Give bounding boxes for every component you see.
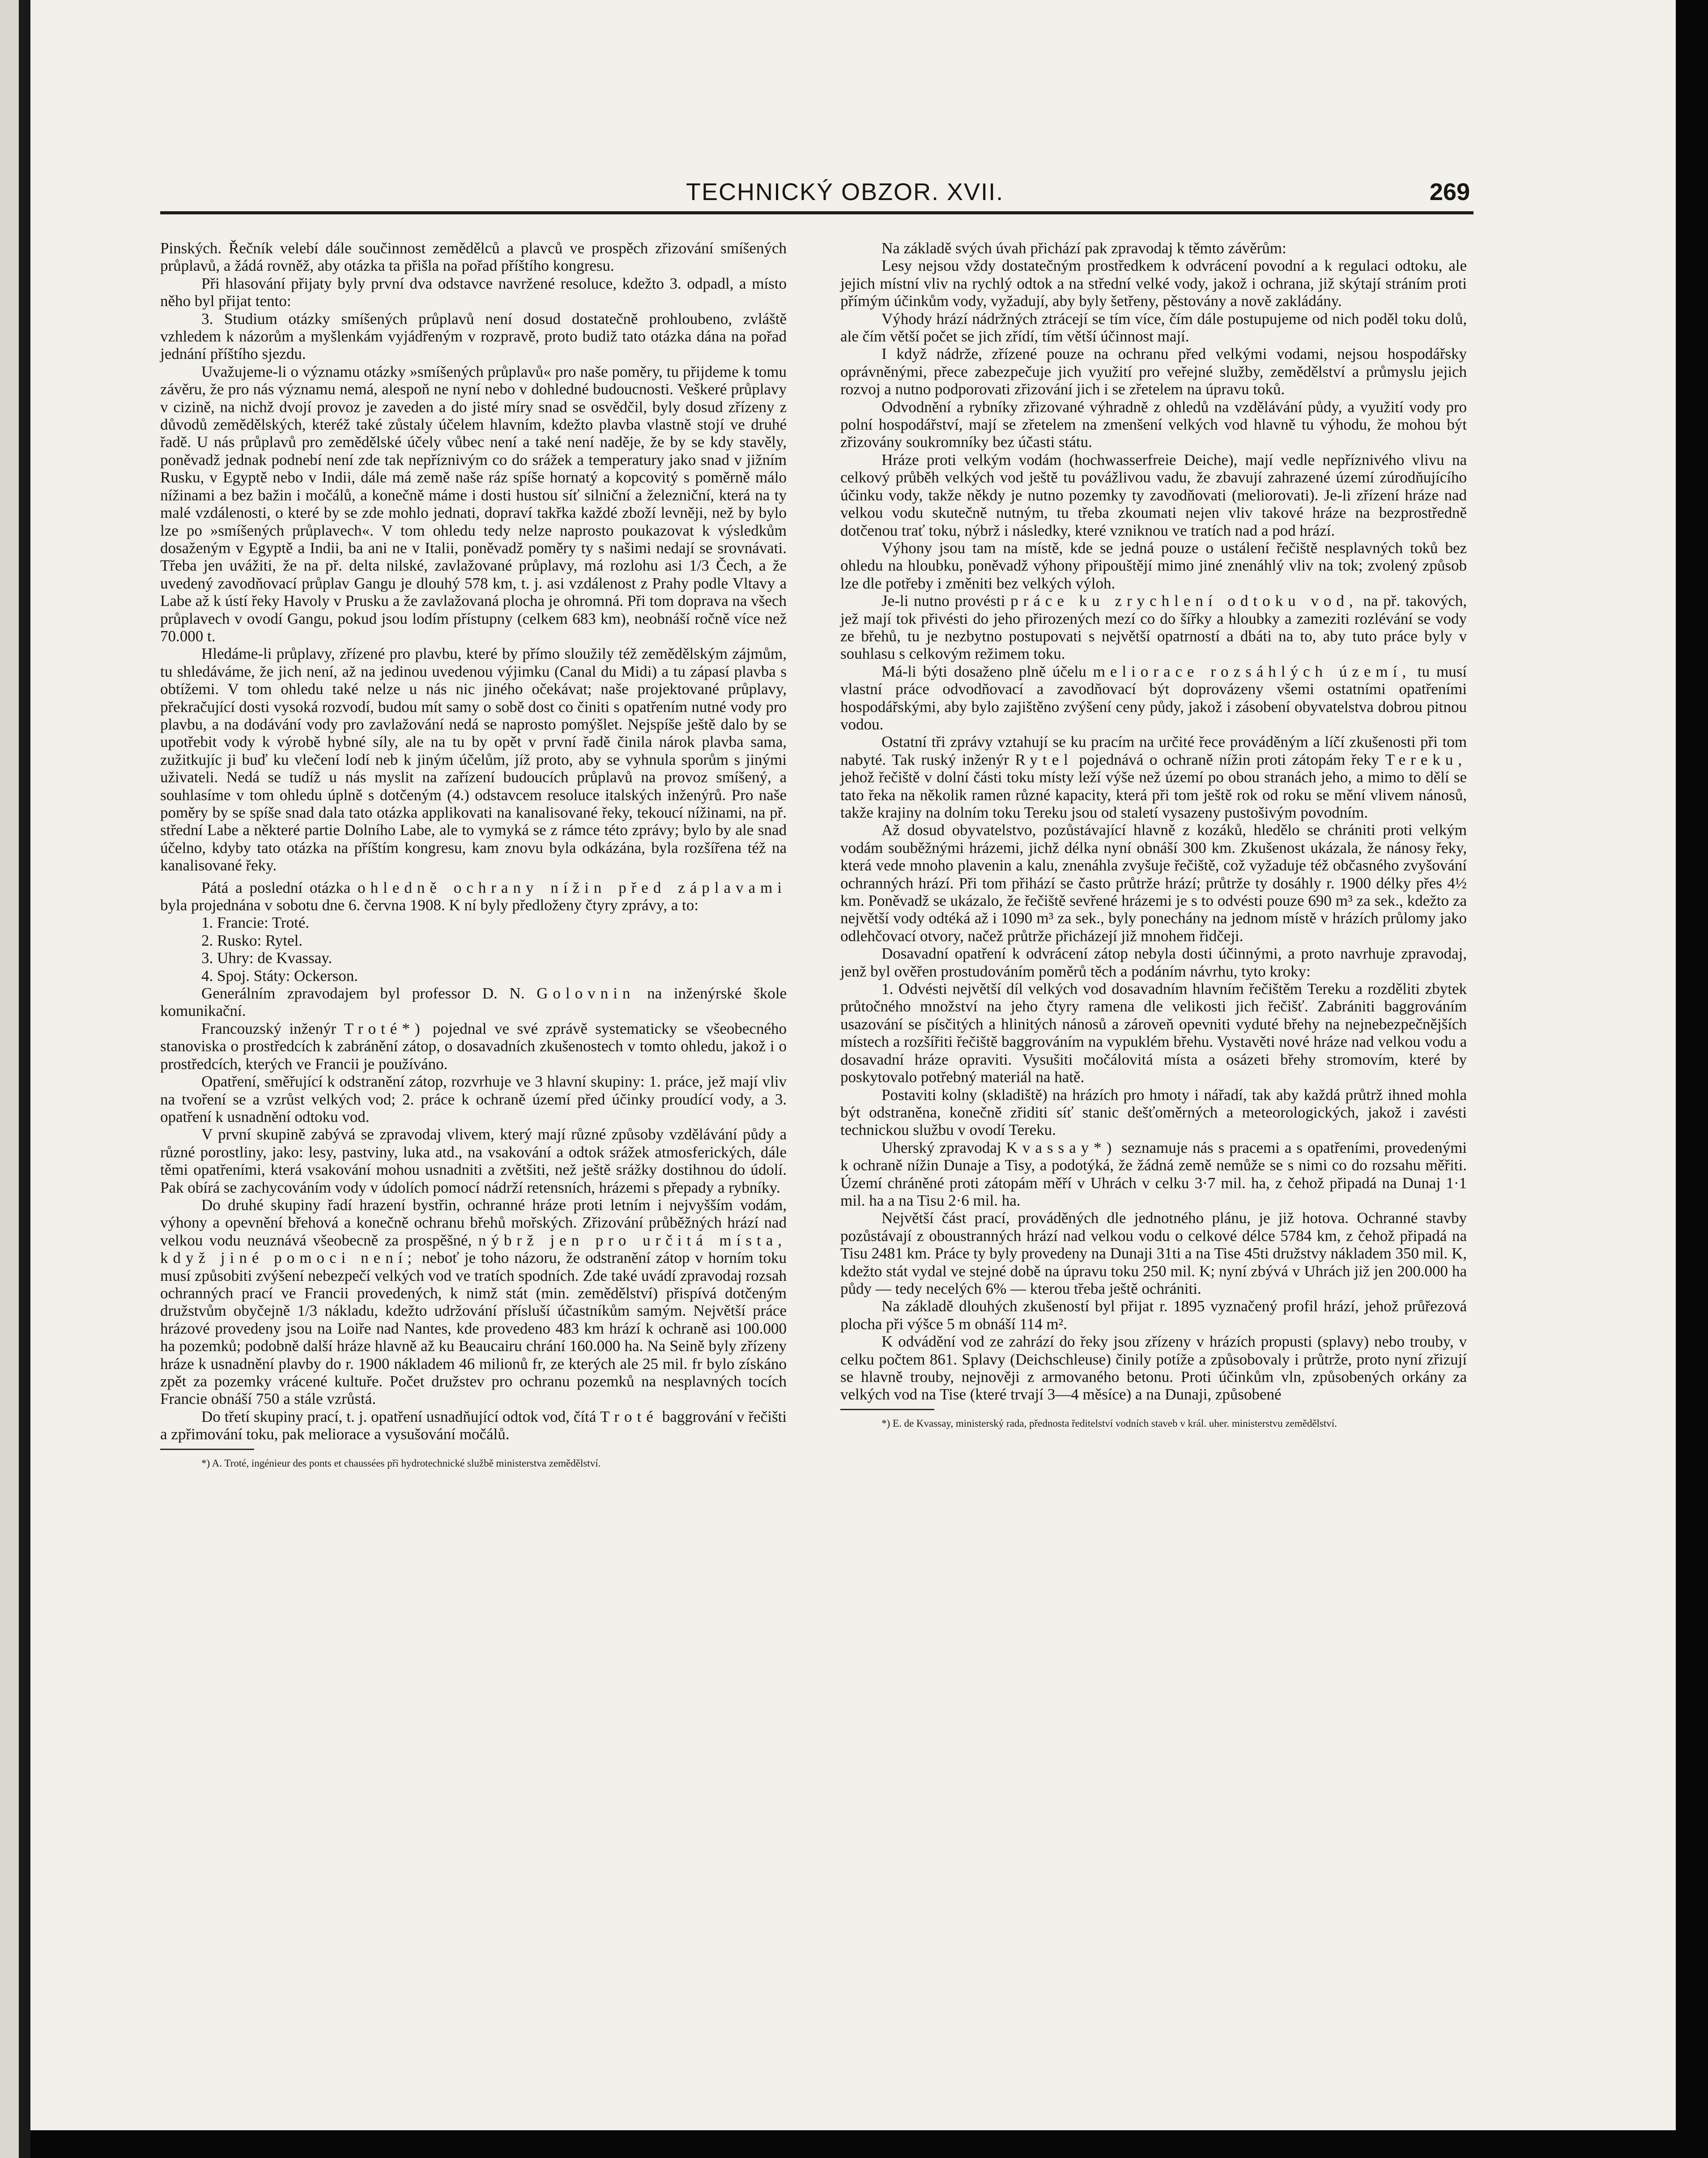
scanned-page xyxy=(30,0,1676,2130)
text-run: pojednal ve své zprávě systematicky se všeobecného stanoviska o prostředcích k zabránění zátop, o dosavadních zkušenostech v tomto ohledu, jakož i o prostředcích, kterých ve Francii je používáno. xyxy=(160,1019,787,1073)
spaced-emphasis: nýbrž jen pro určitá místa, když jiné pomoci není; xyxy=(160,1231,787,1267)
report-list-item: 1. Francie: Troté. xyxy=(201,914,310,932)
text-run: Francouzský inženýr xyxy=(201,1019,336,1037)
paragraph: Až dosud obyvatelstvo, pozůstávající hlavně z kozáků, hledělo se chrániti proti velkým vodám souběžnými hrázemi, jichž délka nyní obnáší 300 km. Zkušenost ukázala, že nánosy řeky, která vede mnoho plavenin a kalu, znenáhla zvyšuje řečiště, což vyžaduje též občasného zvyšování ochranných hrází. Při tom přihází se často průtrže hrází; průtrže ty dosáhly r. 1900 délky přes 4½ km. Poněvadž se ukázalo, že řečiště sevřené hrázemi je s to odvésti pouze 690 m³ za sek., kdežto za největší vody odtéká až i 1090 m³ za sek., byly ponechány na jednom místě v hrázích průlomy jako odlehčovací otvory, načež průtrže přicházejí již mnohem řidčeji. xyxy=(840,821,1467,945)
paragraph-trote xyxy=(160,1020,787,1073)
text-run: Je-li nutno provésti xyxy=(882,592,1005,610)
paragraph: Hledáme-li průplavy, zřízené pro plavbu, které by přímo sloužily též zemědělským zájmům, tu shledáváme, že jich není, až na jedinou uvedenou výjimku (Canal du Midi) a tu zápasí plavba s obtížemi. V tom ohledu také nelze u nás nic jiného očekávat; naše projektované průplavy, překračující dosti vysoká rozvodí, budou mít samy o sobě dost co činiti s opatřením nutné vody pro plavbu, a na dodávání vody pro zavlažování nedá se naprosto pomýšlet. Nejspíše ještě dalo by se upotřebit vody k výrobě hybné síly, ale na tu by opět v první řadě činila nárok plavba sama, zužitkujíc ji buď ku vlečení lodí neb k jiným účelům, jíž proto, aby se vyhnula sporům s jinými uživateli. Nedá se tudíž u nás myslit na zařízení budoucích průplavů na provoz smíšený, a souhlasíme v tom ohledu úplně s dotčeným (4.) odstavcem resoluce italských inženýrů. Pro naše poměry by se spíše snad dala tato otázka applikovati na kanalisované řeky, tekoucí nížinami, na př. střední Labe a některé partie Dolního Labe, ale to vymyká se z rámce této zprávy; bylo by ale snad účelno, kdyby tato otázka na příštím kongresu, kam znovu byla odkázána, byla rozšířena též na kanalisované řeky. xyxy=(160,645,787,874)
paragraph-speed-up-drainage xyxy=(840,592,1467,663)
text-run: Generálním zpravodajem byl professor D. N. xyxy=(201,985,525,1002)
paragraph: K odvádění vod ze zahrází do řeky jsou zřízeny v hrázích propusti (splavy) nebo trouby, v celku počtem 861. Splavy (Deichschleuse) činily potíže a způsobovaly i průtrže, proto nyní zřizují se hlavně trouby, nejnověji z armovaného betonu. Proti účinkům vln, způsobených orkány za velkých vod na Tise (které trvají 3—4 měsíce) a na Dunaji, způsobené xyxy=(840,1333,1467,1403)
paragraph: Na základě svých úvah přichází pak zpravodaj k těmto závěrům: xyxy=(882,239,1286,257)
paragraph: Lesy nejsou vždy dostatečným prostředkem k odvrácení povodní a k regulaci odtoku, ale jejich místní vliv na rychlý odtok a na střední velké vody, jakož i ochrana, již skýtají stráním proti přímým účinkům vody, vyžadují, aby byly šetřeny, pěstovány a nově zakládány. xyxy=(840,257,1467,310)
running-header xyxy=(160,178,1474,214)
paragraph: Na základě dlouhých zkušeností byl přijat r. 1895 vyznačený profil hrází, jehož průřezová plocha při výšce 5 m obnáší 114 m². xyxy=(840,1297,1467,1333)
paragraph-general-rapporteur xyxy=(160,985,787,1020)
spaced-name: Golovnin xyxy=(537,985,635,1002)
paragraph-third-group xyxy=(160,1408,787,1443)
right-column xyxy=(840,239,1467,1430)
paragraph: 1. Odvésti největší díl velkých vod dosavadním hlavním řečištěm Tereku a rozděliti zbytek průtočného množství na jeho čtyry ramena dle velikosti jich řečišť. Zabrániti baggrováním usazování se písčitých a hlinitých nánosů a zároveň opevniti vyduté břehy na nejnebezpečnějších místech a rozšířiti řečiště baggrováním na vypuklém břehu. Vystavěti nové hráze nad velkou vodu a dosavadní hráze opraviti. Vysušiti močálovitá místa a osázeti břehy stromovím, které by poskytovalo potřebný materiál na hatě. xyxy=(840,980,1467,1086)
spaced-name: Troté*) xyxy=(344,1019,425,1037)
left-column xyxy=(160,239,787,1470)
spaced-emphasis: meliorace rozsáhlých území, xyxy=(1093,662,1411,680)
paragraph: V první skupině zabývá se zpravodaj vlivem, který mají různé způsoby vzdělávání půdy a různé porostliny, jako: lesy, pastviny, luka atd., na vsakování a odtok srážek atmosferických, dále těmi opatřeními, která vsakování mohou usnadniti a zvětšiti, než ještě srážky dostihnou do údolí. Pak obírá se zachycováním vody v údolích pomocí nádrží retensních, hrázemi s přepady a rybníky. xyxy=(160,1126,787,1196)
spaced-emphasis: ohledně ochrany nížin před záplavami xyxy=(358,879,787,896)
report-list-item: 4. Spoj. Státy: Ockerson. xyxy=(201,967,358,985)
paragraph: Uvažujeme-li o významu otázky »smíšených průplavů« pro naše poměry, tu přijdeme k tomu závěru, že pro nás významu nemá, alespoň ne nyní nebo v dohledné budoucnosti. Veškeré průplavy v cizině, na nichž dvojí provoz je zaveden a do jisté míry snad se osvědčil, byly dosud zřízeny z důvodů zemědělských, kteréž také zůstaly účelem hlavním, kdežto plavba vlastně stojí ve druhé řadě. U nás průplavů pro zemědělské účely vůbec není a také není naděje, že by se kdy stavěly, poněvadž jednak podnebí není zde tak nepříznivým co do srážek a temperatury jako snad v jižním Rusku, v Egyptě nebo v Indii, dále má země naše ráz spíše hornatý a kopcovitý s poměrně málo nížinami a bez bažin i močálů, a konečně máme i dosti hustou síť silniční a železniční, která na ty malé vzdálenosti, o které by se zde mohlo jednati, dopraví takřka každé zboží levněji, než by bylo lze po »smíšených průplavech«. V tom ohledu tedy nelze naprosto poukazovat k výsledkům dosaženým v Egyptě a Indii, ba ani ne v Italii, poněvadž poměry ty s našimi nedají se srovnávati. Třeba jen uvážiti, že na př. delta nilské, zavlažované průplavy, má rozlohu asi 1/3 Čech, a že uvedený zavodňovací průplav Gangu je dlouhý 578 km, t. j. asi vzdálenost z Prahy podle Vltavy a Labe až k ústí řeky Havoly v Prusku a že zavlažovaná plocha je ohromná. Při tom doprava na všech průplavech v ovodí Gangu, pokud jsou lodím přístupny (celkem 683 km), neobnáší ročně více než 70.000 t. xyxy=(160,363,787,645)
spaced-name: Troté xyxy=(600,1407,658,1425)
text-run: jehož řečiště v dolní části toku místy leží výše než území po obou stranách jeho, a mimo to dělí se tato řeka na několik ramen různé kapacity, která při tom ještě rok od roku se mění vlivem nánosů, takže krajiny na dolním toku Tereku jsou od staletí vysazeny pustošivým povodním. xyxy=(840,768,1467,821)
binding-shadow xyxy=(19,0,30,2158)
paragraph: Největší část prací, prováděných dle jednotného plánu, je již hotova. Ochranné stavby pozůstávají z oboustranných hrází nad velkou vodu o celkové délce 5784 km, z čehož připadá na Tisu 2481 km. Práce ty byly provedeny na Dunaji 31ti a na Tise 45ti družstvy nákladem 350 mil. K, kdežto stát vydal ve stejné době na úpravu toku 250 mil. K; nyní zbývá v Uhrách již jen 200.000 ha půdy — tedy necelých 6% — kterou třeba ještě ochrániti. xyxy=(840,1209,1467,1297)
paragraph: Opatření, směřující k odstranění zátop, rozvrhuje ve 3 hlavní skupiny: 1. práce, jež mají vliv na tvoření se a vzrůst velkých vod; 2. práce k ochraně území před účinky proudící vody, a 3. opatření k usnadnění odtoku vod. xyxy=(160,1073,787,1126)
text-run: Do druhé skupiny řadí hrazení bystřin, ochranné hráze proti letním i nejvyšším vodám, výhony a opevnění břehová a konečně ochranu břehů mořských. Zřizování průběžných hrází nad velkou vodu neuznává všeobecně za prospěšné, xyxy=(160,1196,787,1249)
footnote: *) E. de Kvassay, ministerský rada, přednosta ředitelství vodních staveb v král. uher. ministerstvu zemědělství. xyxy=(882,1417,1337,1429)
paragraph-melioration xyxy=(840,663,1467,734)
text-run: neboť je toho názoru, že odstranění zátop v horním toku musí způsobiti zvýšení nebezpečí velkých vod ve tratích spodních. Zde také uvádí zpravodaj rozsah ochranných prací ve Francii provedených, k nimž stát (min. zemědělství) přispívá dotčeným družstvům obyčejně 1/3 nákladu, kdežto udržování přísluší účastníkům samým. Největší práce hrázové provedeny jsou na Loiře nad Nantes, kde provedeno 483 km hrází k ochraně asi 100.000 ha pozemků; podobně další hráze hlavně až ku Beaucairu chrání 160.000 ha. Na Seině byly zřízeny hráze k usnadnění plavby do r. 1900 nákladem 46 milionů fr, ze kterých ale 25 mil. fr bylo získáno zpět za pozemky vrácené kultuře. Počet družstev pro ochranu pozemků na nesplavných tocích Francie obnáší 750 a stále vzrůstá. xyxy=(160,1249,787,1408)
paragraph-rytel xyxy=(840,733,1467,821)
text-run: Ostatní tři zprávy vztahují se ku pracím na určité řece prováděným a líčí zkušenosti při tom nabyté. Tak ruský inženýr xyxy=(840,733,1467,768)
text-run: na př. takových, jež mají tok přivésti do jeho přirozených mezí co do šířky a hloubky a zameziti rozlévání se vody ze břehů, tu je nezbytno postupovati s největší opatrností a dbáti na to, aby tuto práce byly v souhlasu s celkovým režimem toku. xyxy=(840,592,1467,663)
text-run: byla projednána v sobotu dne 6. června 1908. K ní byly předloženy čtyry zprávy, a to: xyxy=(160,896,699,914)
paragraph: Při hlasování přijaty byly první dva odstavce navržené resoluce, kdežto 3. odpadl, a místo něho byl přijat tento: xyxy=(160,274,787,310)
spaced-name: Kvassay*) xyxy=(1006,1139,1117,1156)
paragraph: Výhony jsou tam na místě, kde se jedná pouze o ustálení řečiště nesplavných toků bez ohledu na hloubku, poněvadž výhony připouštějí mimo jiné znenáhlý vliv na tok; zvolený způsob lze dle potřeby i změniti bez velkých výloh. xyxy=(840,539,1467,592)
report-list-item: 3. Uhry: de Kvassay. xyxy=(201,949,332,967)
text-run: baggrování v řečišti a zpřimování toku, pak meliorace a vysušování močálů. xyxy=(160,1407,787,1443)
text-run: Má-li býti dosaženo plně účelu xyxy=(882,662,1086,680)
footnote-divider xyxy=(160,1449,254,1450)
paragraph: Odvodnění a rybníky zřizované výhradně z ohledů na vzdělávání půdy, a využití vody pro polní hospodářství, mají se zřetelem na zmenšení velkých vod hlavně tu výhodu, že mohou být zřizovány soukromníky bez účasti státu. xyxy=(840,398,1467,451)
text-run: na inženýrské škole komunikační. xyxy=(160,985,787,1020)
spaced-emphasis: práce ku zrychlení odtoku vod, xyxy=(1010,592,1358,610)
paragraph: 3. Studium otázky smíšených průplavů není dosud dostatečně prohloubeno, zvláště vzhledem k názorům a myšlenkám vyjádřeným v rozpravě, proto budiž tato otázka dána na pořad jednání příštího sjezdu. xyxy=(160,310,787,363)
spaced-name: Rytel xyxy=(1015,751,1073,768)
footnote-divider xyxy=(840,1409,934,1410)
paragraph: Pinských. Řečník velebí dále součinnost zemědělců a plavců ve prospěch zřizování smíšených průplavů, a žádá rovněž, aby otázka ta přišla na pořad příštího kongresu. xyxy=(160,239,787,275)
journal-title: TECHNICKÝ OBZOR. XVII. xyxy=(686,179,1004,205)
paragraph: Dosavadní opatření k odvrácení zátop nebyla dosti účinnými, a proto navrhuje zpravodaj, jenž byl ověřen prostudováním poměrů těch a podáním návrhu, tyto kroky: xyxy=(840,945,1467,980)
paragraph: I když nádrže, zřízené pouze na ochranu před velkými vodami, nejsou hospodářsky oprávněnými, přece zabezpečuje jich využití pro veřejné služby, zemědělství a průmyslu jejich rozvoj a nutno podporovati zřizování jich i se zřetelem na úpravu toků. xyxy=(840,345,1467,398)
text-run: Pátá a poslední otázka xyxy=(201,879,351,896)
paragraph-kvassay xyxy=(840,1139,1467,1210)
paragraph: Výhody hrází nádržných ztrácejí se tím více, čím dále postupujeme od nich poděl toku dolů, ale čím větší počet se jich zřídí, tím větší účinnost mají. xyxy=(840,310,1467,345)
report-list-item: 2. Rusko: Rytel. xyxy=(201,931,303,949)
text-run: seznamuje nás s pracemi a s opatřeními, provedenými k ochraně nížin Dunaje a Tisy, a podotýká, že žádná země nemůže se s nimi co do rozsahu měřiti. Území chráněné proti zátopám měří v Uhrách v celku 3·7 mil. ha, z čehož připadá na Dunaj 1·1 mil. ha a na Tisu 2·6 mil. ha. xyxy=(840,1139,1467,1209)
paragraph: Postaviti kolny (skladiště) na hrázích pro hmoty i nářadí, tak aby každá průtrž ihned mohla být odstraněna, konečně zřiditi síť stanic dešťoměrných a meteorologických, jakož i zavésti technickou službu v ovodí Tereku. xyxy=(840,1086,1467,1139)
paragraph-second-group xyxy=(160,1196,787,1408)
book-binding-strip xyxy=(0,0,19,2158)
spaced-name: Tereku, xyxy=(1385,751,1467,768)
text-run: Uherský zpravodaj xyxy=(882,1139,1001,1156)
paragraph-fifth-question xyxy=(160,879,787,914)
page-number: 269 xyxy=(1429,179,1470,205)
paragraph: Hráze proti velkým vodám (hochwasserfreie Deiche), mají vedle nepříznivého vlivu na celkový průběh velkých vod ještě tu povážlivou vadu, že zbavují zahrazené území zúrodňujícího účinku vody, takže někdy je nutno pozemky ty zavodňovati (meliorovati). Je-li zřízení hráze nad velkou vodu skutečně nutným, tu třeba zkoumati nejen vliv takové hráze na bezprostředně dotčenou trať toku, nýbrž i následky, které vzniknou ve tratích nad a pod hrází. xyxy=(840,451,1467,539)
footnote: *) A. Troté, ingénieur des ponts et chaussées při hydrotechnické službě ministerstva zemědělství. xyxy=(201,1457,601,1469)
text-run: pojednává o ochraně nížin proti zátopám řeky xyxy=(1079,751,1379,768)
text-run: Do třetí skupiny prací, t. j. opatření usnadňující odtok vod, čítá xyxy=(201,1407,596,1425)
text-run: tu musí vlastní práce odvodňovací a zavodňovací být doprovázeny všemi ostatními opatřeními hospodářskými, aby bylo zajištěno zvýšení ceny půdy, jakož i zásobení obyvatelstva dobrou pitnou vodou. xyxy=(840,662,1467,733)
